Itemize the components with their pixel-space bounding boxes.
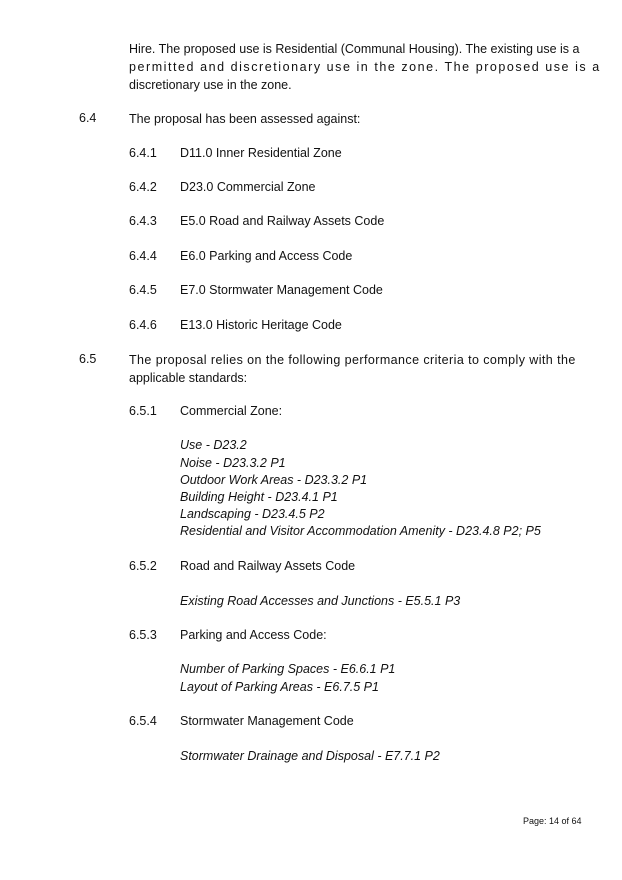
criterion-noise: Noise - D23.3.2 P1	[180, 456, 286, 470]
item-6-4-3-text: E5.0 Road and Railway Assets Code	[180, 214, 385, 228]
item-6-4-2-number: 6.4.2	[129, 180, 157, 194]
criterion-use: Use - D23.2	[180, 438, 247, 452]
criterion-stormwater-drainage: Stormwater Drainage and Disposal - E7.7.1 P2	[180, 749, 440, 763]
section-6-5-line-2: applicable standards:	[129, 371, 248, 385]
section-6-4-number: 6.4	[79, 111, 97, 125]
item-6-4-3-number: 6.4.3	[129, 214, 157, 228]
item-6-4-5-number: 6.4.5	[129, 283, 157, 297]
item-6-4-6-text: E13.0 Historic Heritage Code	[180, 318, 342, 332]
section-6-5-line-1: The proposal relies on the following performance criteria to comply with the	[129, 353, 576, 367]
section-6-5-number: 6.5	[79, 352, 97, 366]
criterion-building-height: Building Height - D23.4.1 P1	[180, 490, 338, 504]
item-6-4-4-text: E6.0 Parking and Access Code	[180, 249, 353, 263]
criterion-parking-layout: Layout of Parking Areas - E6.7.5 P1	[180, 680, 379, 694]
criterion-road-accesses: Existing Road Accesses and Junctions - E5.5.1 P3	[180, 594, 461, 608]
criterion-residential-amenity: Residential and Visitor Accommodation Amenity - D23.4.8 P2; P5	[180, 524, 541, 538]
item-6-4-1-number: 6.4.1	[129, 146, 157, 160]
page-number: Page: 14 of 64	[523, 816, 582, 826]
item-6-5-2-title: Road and Railway Assets Code	[180, 559, 356, 573]
criterion-outdoor-work-areas: Outdoor Work Areas - D23.3.2 P1	[180, 473, 368, 487]
item-6-4-1-text: D11.0 Inner Residential Zone	[180, 146, 342, 160]
intro-line-3: discretionary use in the zone.	[129, 78, 292, 92]
item-6-4-4-number: 6.4.4	[129, 249, 157, 263]
item-6-4-2-text: D23.0 Commercial Zone	[180, 180, 316, 194]
intro-line-1: Hire. The proposed use is Residential (Communal Housing). The existing use is a	[129, 42, 580, 56]
intro-line-2: permitted and discretionary use in the zone. The proposed use is a	[129, 60, 601, 74]
item-6-4-6-number: 6.4.6	[129, 318, 157, 332]
item-6-5-3-title: Parking and Access Code:	[180, 628, 327, 642]
criterion-landscaping: Landscaping - D23.4.5 P2	[180, 507, 325, 521]
criterion-parking-spaces: Number of Parking Spaces - E6.6.1 P1	[180, 662, 396, 676]
item-6-5-4-title: Stormwater Management Code	[180, 714, 354, 728]
item-6-5-3-number: 6.5.3	[129, 628, 157, 642]
item-6-5-4-number: 6.5.4	[129, 714, 157, 728]
item-6-5-1-title: Commercial Zone:	[180, 404, 283, 418]
section-6-4-text: The proposal has been assessed against:	[129, 112, 361, 126]
item-6-4-5-text: E7.0 Stormwater Management Code	[180, 283, 383, 297]
item-6-5-2-number: 6.5.2	[129, 559, 157, 573]
item-6-5-1-number: 6.5.1	[129, 404, 157, 418]
